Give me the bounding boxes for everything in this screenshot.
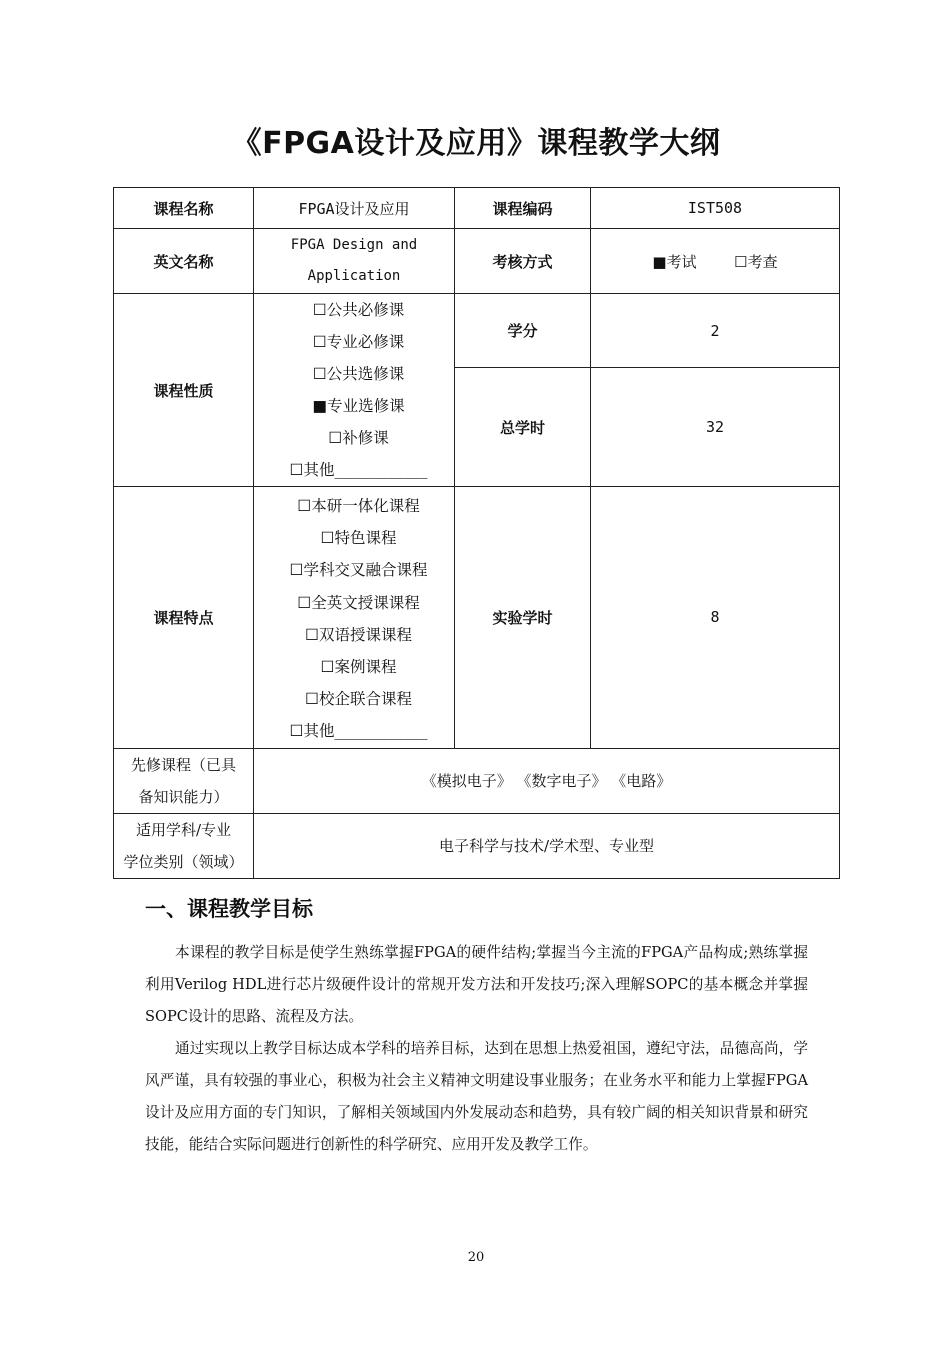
table-row bbox=[114, 487, 840, 749]
assessment-exam-option: ■考试 bbox=[652, 252, 697, 271]
credit-value: 2 bbox=[591, 294, 840, 368]
features-label: 课程特点 bbox=[114, 487, 254, 749]
assessment-check-option: ☐考查 bbox=[734, 252, 778, 271]
features-option: ☐双语授课课程 bbox=[305, 625, 412, 644]
features-option: ☐本研一体化课程 bbox=[297, 497, 420, 515]
prereq-label-line2: 备知识能力） bbox=[138, 787, 229, 806]
course-name-value: FPGA设计及应用 bbox=[254, 188, 455, 229]
english-name-line1: FPGA Design and bbox=[290, 237, 418, 253]
features-option: ☐特色课程 bbox=[320, 529, 397, 548]
course-code-value: IST508 bbox=[591, 188, 840, 229]
lab-hours-label: 实验学时 bbox=[455, 487, 591, 749]
english-name-line2: Application bbox=[307, 268, 401, 284]
discipline-label-line2: 学位类别（领域） bbox=[123, 852, 244, 871]
nature-option: ☐其他____________ bbox=[289, 461, 428, 479]
total-hours-value: 32 bbox=[591, 368, 840, 487]
nature-option: ☐专业必修课 bbox=[312, 333, 405, 351]
table-row bbox=[114, 188, 840, 229]
page-number: 20 bbox=[467, 1250, 485, 1265]
objective-paragraph: 本课程的教学目标是使学生熟练掌握FPGA的硬件结构;掌握当今主流的FPGA产品构成;熟练掌握利用Verilog HDL进行芯片级硬件设计的常规开发方法和开发技巧;深入理解SOPC的基本概念并掌握SOPC设计的思路、流程及方法。 bbox=[145, 944, 808, 1025]
discipline-label bbox=[114, 813, 254, 878]
objective-paragraph: 通过实现以上教学目标达成本学科的培养目标，达到在思想上热爱祖国，遵纪守法，品德高尚，学风严谨，具有较强的事业心，积极为社会主义精神文明建设事业服务；在业务水平和能力上掌握FPGA设计及应用方面的专门知识，了解相关领域国内外发展动态和趋势，具有较广阔的相关知识背景和研究技能，能结合实际问题进行创新性的科学研究、应用开发及教学工作。 bbox=[145, 1040, 808, 1153]
nature-label: 课程性质 bbox=[114, 294, 254, 487]
prereq-label-line1: 先修课程（已具 bbox=[130, 755, 236, 774]
discipline-value: 电子科学与技术/学术型、专业型 bbox=[254, 813, 840, 878]
table-row bbox=[114, 294, 840, 368]
course-info-table bbox=[113, 187, 840, 879]
discipline-label-line1: 适用学科/专业 bbox=[135, 820, 232, 839]
nature-option: ☐公共选修课 bbox=[312, 365, 405, 383]
features-option: ☐学科交叉融合课程 bbox=[289, 561, 428, 580]
english-name-label: 英文名称 bbox=[114, 229, 254, 294]
prereq-value: 《模拟电子》 《数字电子》 《电路》 bbox=[254, 748, 840, 813]
table-row bbox=[114, 813, 840, 878]
course-name-label: 课程名称 bbox=[114, 188, 254, 229]
nature-option: ☐补修课 bbox=[328, 429, 389, 447]
table-row bbox=[114, 229, 840, 294]
features-options bbox=[254, 487, 455, 749]
total-hours-label: 总学时 bbox=[455, 368, 591, 487]
lab-hours-value: 8 bbox=[591, 487, 840, 749]
features-option: ☐其他____________ bbox=[289, 722, 428, 741]
table-row bbox=[114, 748, 840, 813]
features-option: ☐校企联合课程 bbox=[305, 690, 412, 709]
nature-option: ☐公共必修课 bbox=[312, 301, 405, 319]
features-option: ☐案例课程 bbox=[320, 657, 397, 676]
document-title: 《FPGA设计及应用》课程教学大纲 bbox=[231, 126, 721, 161]
section-heading: 一、课程教学目标 bbox=[145, 897, 313, 921]
prereq-label bbox=[114, 748, 254, 813]
nature-options bbox=[254, 294, 455, 487]
assessment-value bbox=[591, 229, 840, 294]
features-option: ☐全英文授课课程 bbox=[297, 593, 420, 612]
credit-label: 学分 bbox=[455, 294, 591, 368]
course-code-label: 课程编码 bbox=[455, 188, 591, 229]
assessment-label: 考核方式 bbox=[455, 229, 591, 294]
nature-option: ■专业选修课 bbox=[312, 397, 405, 415]
english-name-value bbox=[254, 229, 455, 294]
